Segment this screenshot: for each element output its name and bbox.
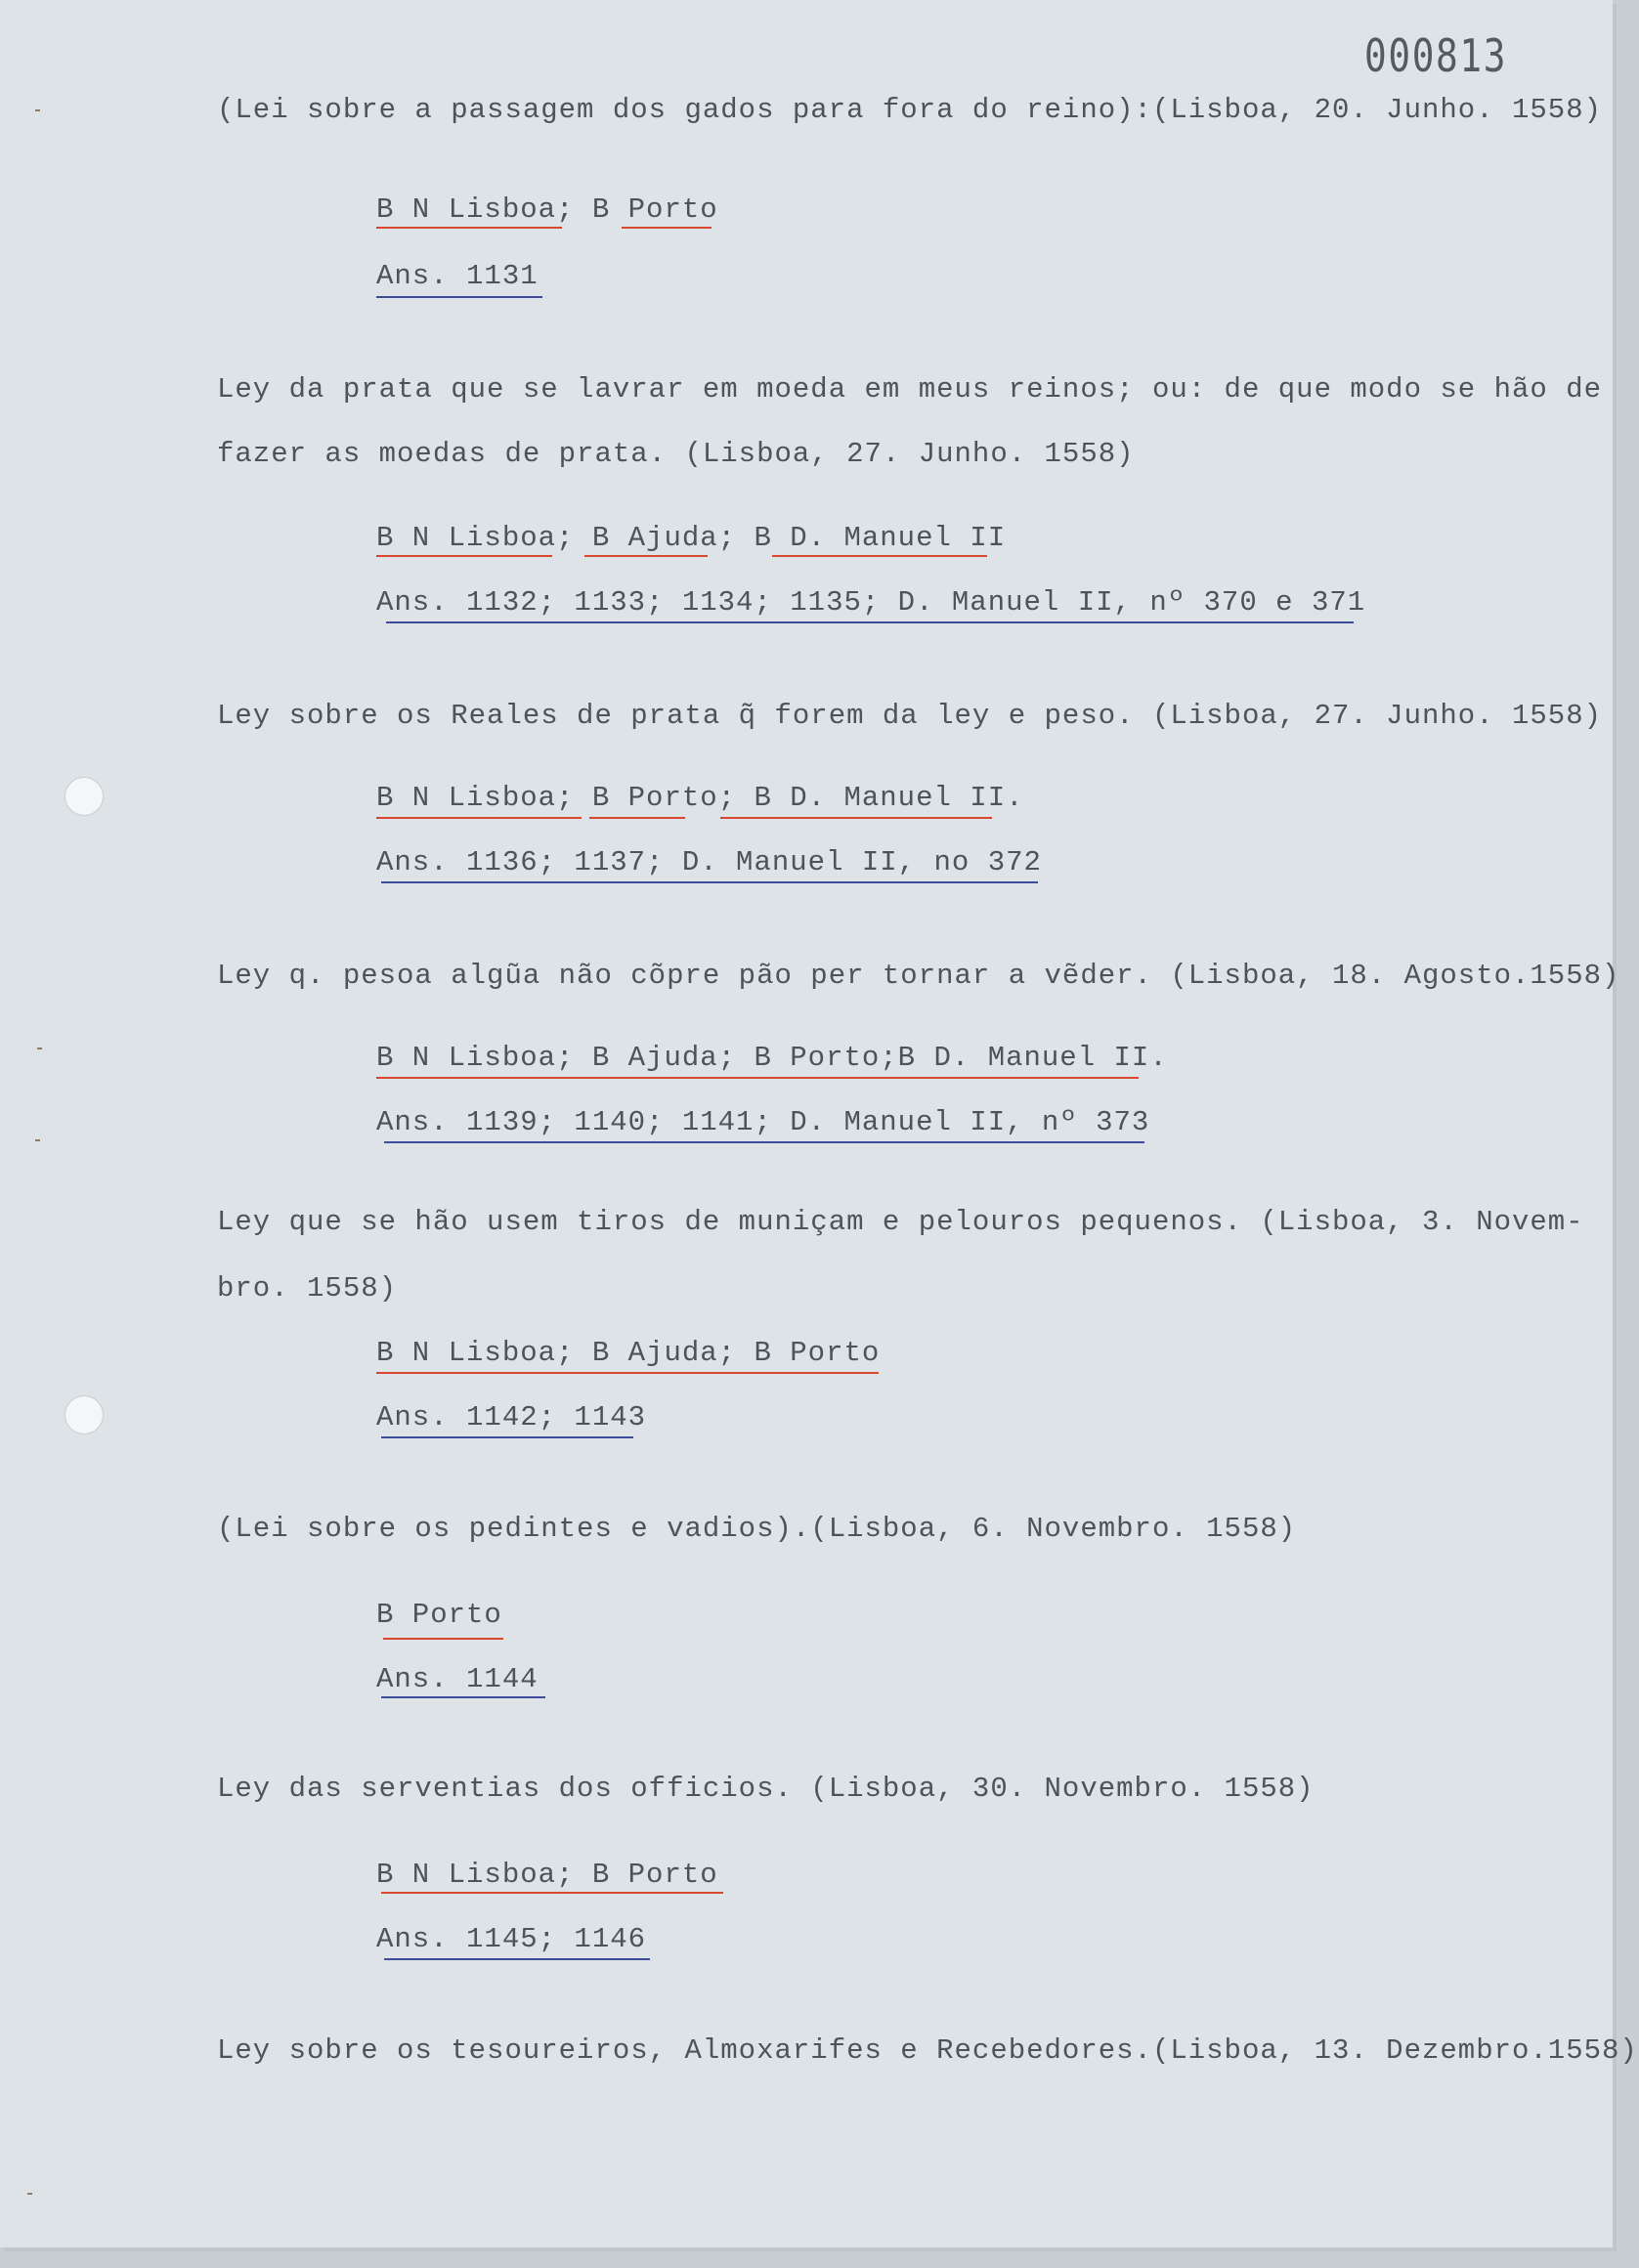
entry-5-title-line-1: Ley que se hão usem tiros de muniçam e pelouros pequenos. (Lisboa, 3. Novem-	[217, 1206, 1584, 1238]
entry-3-library-underline-2	[589, 817, 685, 819]
document-number: 000813	[1364, 29, 1508, 82]
entry-1-references: Ans. 1131	[376, 260, 539, 292]
binder-hole-upper	[65, 777, 104, 816]
entry-1-references-underline	[376, 296, 542, 298]
entry-2-title-line-2: fazer as moedas de prata. (Lisboa, 27. Junho. 1558)	[217, 438, 1135, 470]
entry-2-library-underline-2	[584, 555, 708, 557]
entry-2-library-underline	[376, 555, 552, 557]
entry-2-references-underline	[386, 621, 1354, 623]
entry-3-references-underline	[381, 881, 1038, 883]
entry-3-library-underline	[376, 817, 582, 819]
entry-5-references-underline	[381, 1436, 633, 1438]
entry-6-library-underline	[383, 1638, 503, 1640]
entry-2-libraries: B N Lisboa; B Ajuda; B D. Manuel II	[376, 522, 1007, 554]
entry-5-title-line-2: bro. 1558)	[217, 1272, 398, 1305]
entry-3-libraries: B N Lisboa; B Porto; B D. Manuel II.	[376, 782, 1024, 814]
entry-1-title: (Lei sobre a passagem dos gados para fora do reino):(Lisboa, 20. Junho. 1558)	[217, 94, 1603, 126]
entry-5-library-underline	[376, 1372, 879, 1374]
entry-4-libraries: B N Lisboa; B Ajuda; B Porto;B D. Manuel II.	[376, 1042, 1168, 1074]
entry-6-references: Ans. 1144	[376, 1663, 539, 1695]
entry-4-library-underline	[376, 1077, 1139, 1079]
entry-5-libraries: B N Lisboa; B Ajuda; B Porto	[376, 1337, 881, 1369]
margin-speck	[27, 2193, 32, 2195]
margin-speck	[37, 1048, 42, 1049]
entry-4-title: Ley q. pesoa algũa não cõpre pão per tornar a vẽder. (Lisboa, 18. Agosto.1558)	[217, 960, 1620, 992]
binder-hole-lower	[65, 1395, 104, 1434]
entry-4-references-underline	[384, 1141, 1144, 1143]
entry-7-references: Ans. 1145; 1146	[376, 1923, 647, 1955]
margin-speck	[35, 1139, 40, 1141]
entry-1-libraries: B N Lisboa; B Porto	[376, 193, 718, 226]
entry-3-title: Ley sobre os Reales de prata q̃ forem da ley e peso. (Lisboa, 27. Junho. 1558)	[217, 700, 1603, 732]
margin-speck	[35, 109, 40, 111]
entry-7-library-underline	[381, 1892, 723, 1894]
entry-7-title: Ley das serventias dos officios. (Lisboa, 30. Novembro. 1558)	[217, 1773, 1315, 1805]
entry-5-references: Ans. 1142; 1143	[376, 1401, 647, 1434]
entry-6-references-underline	[381, 1696, 545, 1698]
entry-1-library-underline	[376, 227, 562, 229]
entry-3-references: Ans. 1136; 1137; D. Manuel II, no 372	[376, 846, 1042, 878]
entry-2-library-underline-3	[772, 555, 987, 557]
entry-4-references: Ans. 1139; 1140; 1141; D. Manuel II, nº 373	[376, 1106, 1150, 1138]
entry-6-title: (Lei sobre os pedintes e vadios).(Lisboa, 6. Novembro. 1558)	[217, 1513, 1297, 1545]
entry-7-libraries: B N Lisboa; B Porto	[376, 1859, 718, 1891]
entry-3-library-underline-3	[720, 817, 992, 819]
entry-2-references: Ans. 1132; 1133; 1134; 1135; D. Manuel II, nº 370 e 371	[376, 586, 1366, 619]
entry-8-title: Ley sobre os tesoureiros, Almoxarifes e Recebedores.(Lisboa, 13. Dezembro.1558)	[217, 2034, 1638, 2067]
entry-7-references-underline	[384, 1958, 650, 1960]
entry-6-libraries: B Porto	[376, 1599, 502, 1631]
entry-1-library-underline-2	[622, 227, 712, 229]
entry-2-title-line-1: Ley da prata que se lavrar em moeda em meus reinos; ou: de que modo se hão de	[217, 373, 1603, 406]
